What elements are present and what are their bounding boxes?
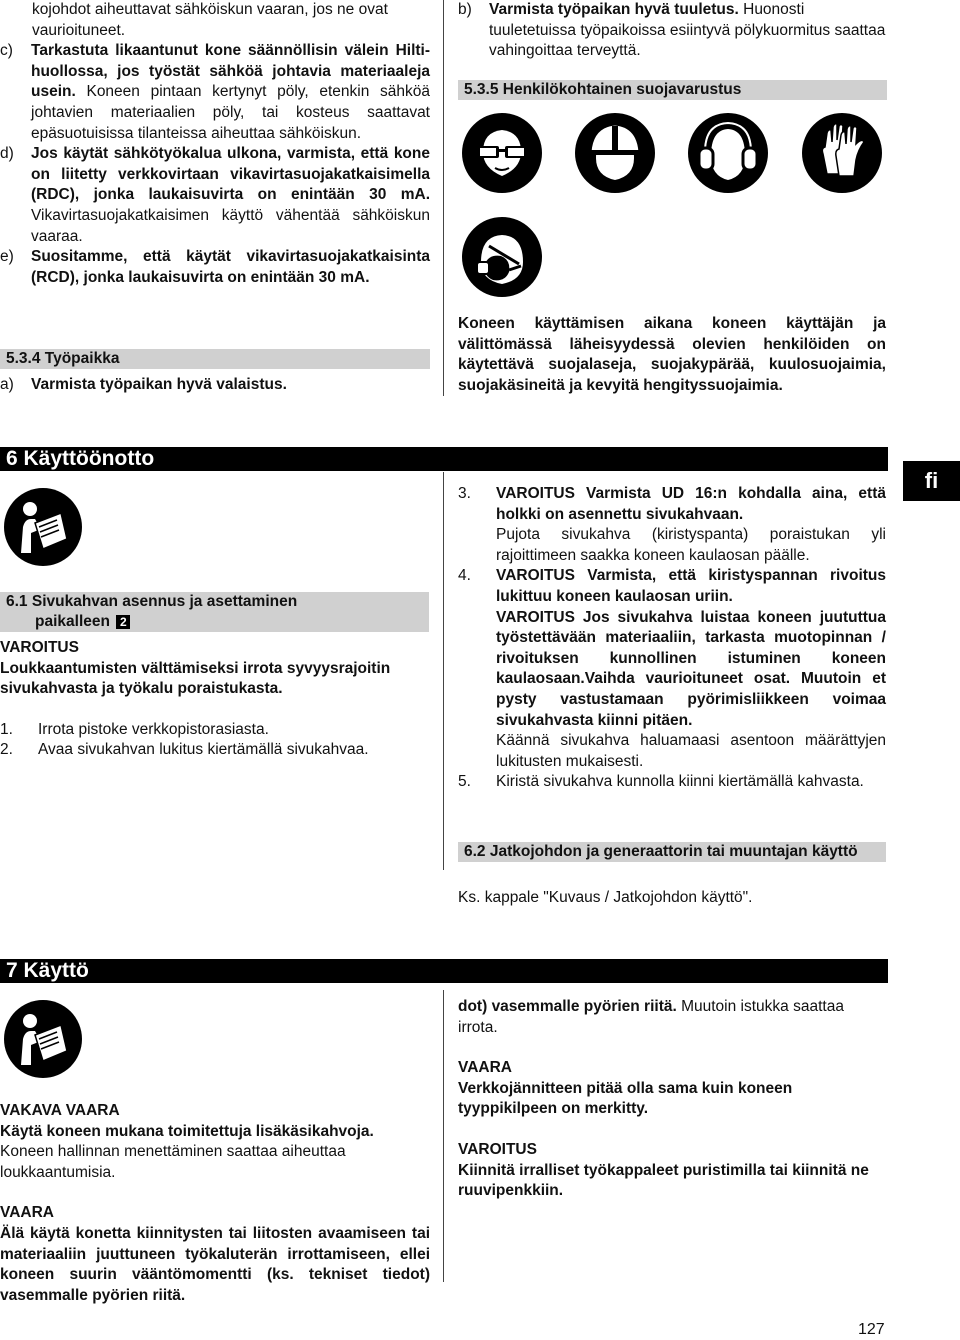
column-divider-section7 [443,990,444,1282]
subsection-534: 5.3.4 Työpaikka [0,349,430,369]
item-a-bold: Varmista työpaikan hyvä valaistus. [31,376,287,393]
item-c [0,41,430,144]
warning-7-label: VAROITUS [458,1140,537,1158]
section-6-heading: 6 Käyttöönotto [0,447,888,471]
step-1-num: 1. [0,720,13,738]
step-3 [458,484,886,566]
item-a [0,375,430,396]
item-d-label: d) [0,145,14,163]
step-4-num: 4. [458,567,471,585]
step-3-num: 3. [458,485,471,502]
ppe-requirement-text: Koneen käyttämisen aikana koneen käyttäjän ja välittömässä läheisyydessä olevien henkilöiden on käytettävä suojalaseja, suojakypärää, kuulosuojaimia, suojakäsineitä ja kevyitä hengityssuojaimia. [458,315,886,394]
danger-1-bold-continued: dot) vasemmalle pyörien riitä. [458,998,677,1015]
serious-danger-text: Koneen hallinnan menettäminen saattaa aiheuttaa loukkaantumisia. [0,1143,346,1181]
warning-label: VAROITUS [0,639,79,656]
page-number: 127 [858,1321,885,1338]
item-d-bold: Jos käytät sähkötyökalua ulkona, varmista, että kone on liitetty verkkovirtaan vikavirtasuojakatkaisimella (RDC), jonka laukaisuvirta on enintään 30 mA. [31,145,430,204]
step-1-text: Irrota pistoke verkkopistorasiasta. [38,720,269,738]
top-left-column [0,0,430,288]
section-6-left-text [0,638,430,761]
safety-glasses-icon [461,112,543,194]
danger-1-bold: Älä käytä konetta kiinnitysten tai liitosten avaamiseen tai materiaaliin juuttuneen työkaluterän irrottamiseen, ellei koneen suurin vääntömomentti (ks. tekniset tiedot) vasemmalle pyörien riitä. [0,1224,430,1304]
column-divider-section6 [443,472,444,870]
serious-danger-bold: Käytä koneen mukana toimitettuja lisäkäsikahvoja. [0,1122,374,1140]
item-e-bold: Suositamme, että käytät vikavirtasuojakatkaisinta (RCD), jonka laukaisuvirta on enintään 30 mA. [31,248,430,286]
danger-1-text: Muutoin istukka saattaa irrota. [458,998,844,1036]
item-c-label: c) [0,42,13,60]
item-c-bold: Tarkastuta likaantunut kone säännöllisin välein Hilti-huollossa, jos työstät sähköä johtavia materiaaleja usein. [31,42,430,101]
language-tab: fi [903,461,960,501]
step-2 [0,740,430,761]
section-7-right-text [458,997,886,1202]
helmet-icon [574,112,656,194]
warning-7-bold: Kiinnitä irralliset työkappaleet puristimilla tai kiinnitä ne ruuvipenkkiin. [458,1161,869,1200]
step-1 [0,720,430,741]
item-b-text: Huonosti tuuletetuissa työpaikoissa esiintyvä pölykuormitus saattaa vahingoittaa terveyttä. [489,1,886,60]
step-4-text: Käännä sivukahva haluamaasi asentoon määrättyjen lukitusten mukaisesti. [496,732,886,770]
subsection-62-text: Ks. kappale "Kuvaus / Jatkojohdon käyttö". [458,889,753,906]
step-4-warning-2: VAROITUS Jos sivukahva luistaa koneen juututtua työstettävään materiaaliin, tarkasta muotopinnan / rivoituksen kunnollinen istuminen koneen kaulaosaan.Vaihda vaurioituneet osat. Muutoin et pysty vastustamaan pyörimisliikkeen voimaa sivukahvasta kiinni pitäen. [496,608,886,729]
step-5-num: 5. [458,773,471,791]
subsection-535: 5.3.5 Henkilökohtainen suojavarustus [458,80,887,100]
step-5 [458,772,886,793]
ear-protection-icon [687,112,769,194]
subsection-61 [0,592,429,632]
read-manual-icon [3,487,83,567]
respirator-icon [461,216,543,298]
item-e [0,247,430,288]
item-b-label: b) [458,1,472,18]
gloves-icon [801,112,883,194]
serious-danger-label: VAKAVA VAARA [0,1102,120,1119]
subsection-62: 6.2 Jatkojohdon ja generaattorin tai muuntajan käyttö [458,842,886,862]
subsection-61-line2: paikalleen [35,613,110,630]
read-manual-icon-2 [3,999,83,1079]
danger-1-label: VAARA [0,1204,54,1222]
step-3-warning: VAROITUS Varmista UD 16:n kohdalla aina, että holkki on asennettu sivukahvaan. [496,485,886,523]
figure-ref-badge: 2 [116,615,130,629]
section-7-heading: 7 Käyttö [0,959,888,983]
warning-text: Loukkaantumisten välttämiseksi irrota syvyysrajoitin sivukahvasta ja työkalu poraistukasta. [0,659,391,698]
section-6-right-text [458,484,886,793]
danger-2-label: VAARA [458,1059,512,1077]
step-2-num: 2. [0,741,13,759]
item-d [0,144,430,247]
item-d-text: Vikavirtasuojakatkaisimen käyttö vähentää sähköiskun vaaraa. [31,206,430,245]
subsection-61-line1: 6.1 Sivukahvan asennus ja asettaminen [6,593,298,610]
item-b [458,0,888,62]
step-4-warning-1: VAROITUS Varmista, että kiristyspannan rivoitus lukittuu koneen kaulaosan uriin. [496,567,886,605]
step-5-text: Kiristä sivukahva kunnolla kiinni kiertämällä kahvasta. [496,773,864,791]
column-divider-top [443,0,444,396]
item-a-label: a) [0,376,14,393]
step-2-text: Avaa sivukahvan lukitus kiertämällä sivukahvaa. [38,741,369,759]
step-3-text: Pujota sivukahva (kiristyspanta) poraistukan yli rajoittimeen saakka koneen kaulaosan päälle. [496,526,886,564]
danger-2-bold: Verkkojännitteen pitää olla sama kuin koneen tyyppikilpeen on merkitty. [458,1079,793,1118]
item-b-bold: Varmista työpaikan hyvä tuuletus. [489,1,739,18]
item-c-text: Koneen pintaan kertynyt pöly, etenkin sähköä johtavien materiaalien pöly, tai kosteus saattavat epäsuotuisissa tilanteissa aiheuttaa sähköiskun. [31,83,430,142]
step-4 [458,566,886,772]
item-e-label: e) [0,248,14,266]
intro-text: kojohdot aiheuttavat sähköiskun vaaran, jos ne ovat vaurioituneet. [32,1,388,39]
section-7-left-text [0,1101,430,1304]
